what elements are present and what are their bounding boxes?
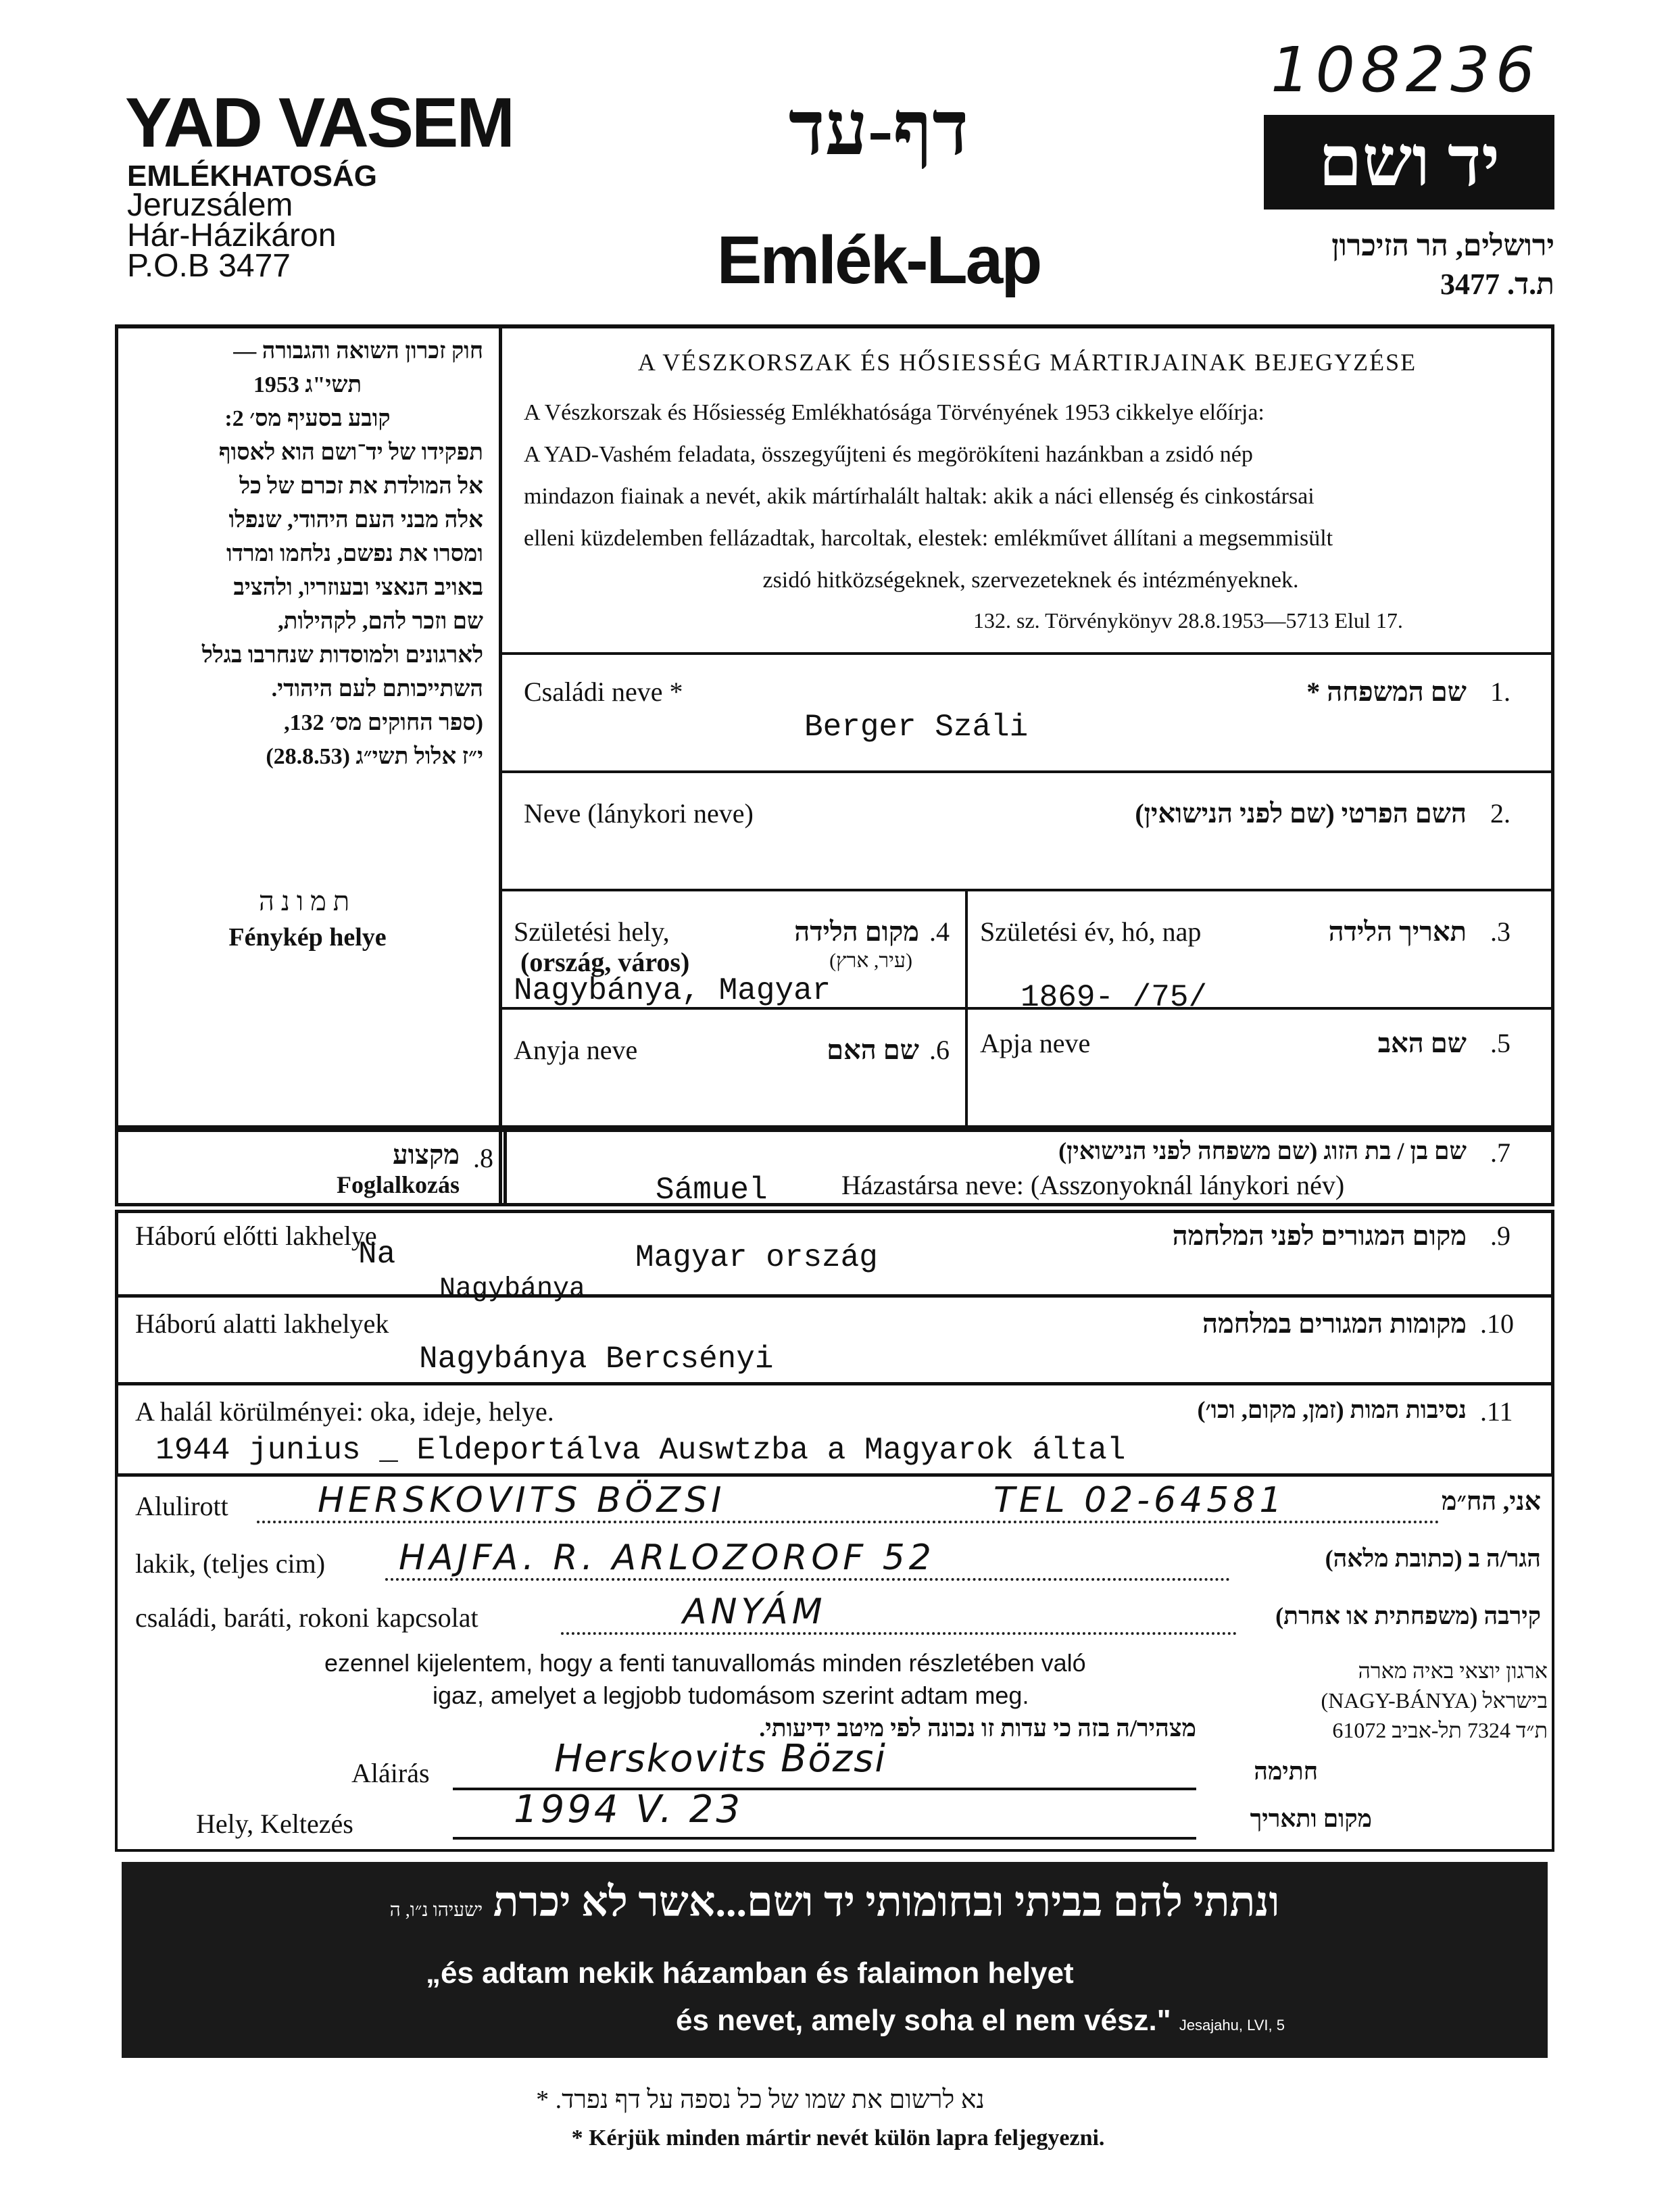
relation-label: családi, baráti, rokoni kapcsolat: [135, 1602, 478, 1633]
intro-line: mindazon fiainak a nevét, akik mártírhalált haltak: akik a náci ellenség és cinkostársai: [524, 484, 1315, 509]
prewar-residence-value-1[interactable]: Na: [358, 1237, 396, 1272]
declaration-line-2: igaz, amelyet a legjobb tudomásom szerint adtam meg.: [433, 1681, 1029, 1709]
birth-date-value[interactable]: 1869- /75/: [1021, 980, 1208, 1015]
spouse-value[interactable]: Sámuel: [656, 1173, 768, 1208]
banner-line-2: [676, 2004, 1285, 2038]
law-line: השתייכותם לעם היהודי.: [271, 677, 483, 702]
birthplace-label: Születési hely,: [514, 916, 670, 947]
birthplace-sublabel: (ország, város): [520, 947, 690, 977]
banner-hebrew-ref: ישעיהו נ״ו, ה: [389, 1900, 483, 1921]
field-number: 1.: [1490, 677, 1511, 707]
address-value[interactable]: HAJFA. R. ARLOZOROF 52: [399, 1538, 935, 1578]
hebrew-address-1: ירושלים, הר הזיכרון: [1331, 229, 1554, 262]
field-number: .6: [929, 1035, 950, 1065]
undersigned-label: Alulirott: [135, 1491, 228, 1521]
stamp-line: בישראל (NAGY-BÁNYA): [1321, 1688, 1548, 1713]
yad-vashem-logo: [1264, 115, 1554, 210]
prewar-residence-value-2[interactable]: Magyar ország: [635, 1240, 878, 1275]
birthplace-label-hebrew: מקום הלידה: [794, 916, 919, 947]
law-line: באויב הנאצי ובעוזריו, ולהציב: [233, 575, 483, 600]
occupation-label: Foglalkozás: [336, 1171, 460, 1198]
field-number: .11: [1480, 1396, 1513, 1427]
family-name-label-hebrew: שם המשפחה *: [1306, 677, 1467, 707]
footer-note: * Kérjük minden mártir nevét külön lapra feljegyezni.: [571, 2125, 1105, 2150]
law-line: לארגונים ולמוסדות שנחרבו בגלל: [201, 643, 483, 668]
org-subtitle: EMLÉKHATOSÁG: [127, 159, 377, 193]
law-line: שם וזכר להם, לקהילות,: [278, 609, 483, 634]
relation-value[interactable]: ANYÁM: [683, 1592, 827, 1632]
death-circumstances-label: A halál körülményei: oka, ideje, helye.: [135, 1396, 554, 1427]
hebrew-address-2: ת.ד. 3477: [1440, 268, 1554, 301]
form-title: Emlék-Lap: [716, 222, 1041, 298]
intro-title: A VÉSZKORSZAK ÉS HŐSIESSÉG MÁRTIRJAINAK BEJEGYZÉSE: [637, 349, 1417, 376]
field-number: .10: [1480, 1308, 1514, 1339]
signature[interactable]: Herskovits Bözsi: [554, 1737, 887, 1781]
prewar-residence-label-hebrew: מקום המגורים לפני המלחמה: [1172, 1221, 1467, 1251]
mother-name-label: Anyja neve: [514, 1035, 638, 1065]
prewar-residence-value-3[interactable]: Nagybánya: [439, 1274, 586, 1304]
first-name-label-hebrew: השם הפרטי (שם לפני הנישואין): [1135, 798, 1467, 829]
field-number: .9: [1490, 1221, 1511, 1251]
intro-line: zsidó hitközségeknek, szervezeteknek és intézményeknek.: [762, 568, 1299, 593]
field-number: .3: [1490, 916, 1511, 947]
org-name: YAD VASEM: [125, 84, 514, 162]
law-line: חוק זכרון השואה והגבורה —: [233, 339, 483, 364]
family-name-label: Családi neve *: [524, 677, 683, 707]
address-line-3: P.O.B 3477: [127, 248, 291, 284]
undersigned-label-hebrew: אני, הח״מ: [1441, 1488, 1541, 1516]
law-hebrew-text: [132, 335, 483, 774]
logo-text: יד ושם: [1318, 123, 1500, 201]
prewar-residence-label: Háború előtti lakhelye: [135, 1221, 377, 1251]
father-name-label: Apja neve: [980, 1028, 1091, 1058]
undersigned-name[interactable]: HERSKOVITS BÖZSI: [318, 1480, 726, 1521]
declaration-hebrew: מצהיר/ה בזה כי עדות זו נכונה לפי מיטב ידיעותי.: [759, 1715, 1196, 1742]
address-line-2: Hár-Házikáron: [127, 218, 337, 253]
date-value[interactable]: 1994 V. 23: [514, 1788, 743, 1832]
photo-label-hebrew: תמונה: [258, 886, 357, 916]
law-line: ומסרו את נפשם, נלחמו ומרדו: [226, 541, 483, 566]
handwritten-number: 108236: [1271, 34, 1541, 106]
field-number: 2.: [1490, 798, 1511, 829]
banner-line-2-text: és nevet, amely soha el nem vész.": [676, 2004, 1171, 2037]
banner-hebrew-text: ונתתי להם בביתי ובחומותי יד ושם...אשר לא יכרת: [493, 1879, 1280, 1925]
relation-label-hebrew: קירבה (משפחתית או אחרת): [1275, 1602, 1541, 1629]
spouse-label-hebrew: שם בן / בת הזוג (שם משפחה לפני הנישואין): [1058, 1137, 1467, 1164]
law-line: קובע בסעיף מס׳ 2:: [224, 406, 391, 431]
signature-label: Aláirás: [351, 1758, 430, 1788]
address-label-hebrew: הגר/ה ב (כתובת מלאה): [1325, 1545, 1541, 1572]
law-line: תפקידו של יד־ושם הוא לאסוף: [218, 440, 483, 465]
intro-line: A Vészkorszak és Hősiesség Emlékhatósága Törvényének 1953 cikkelye előírja:: [524, 400, 1264, 425]
field-number: .5: [1490, 1028, 1511, 1058]
spouse-label: Házastársa neve: (Asszonyoknál lánykori név): [841, 1170, 1345, 1200]
field-number: .7: [1490, 1137, 1511, 1168]
banner-hebrew: [142, 1879, 1527, 1927]
quote-banner: [122, 1862, 1548, 2058]
wartime-residence-value[interactable]: Nagybánya Bercsényi: [419, 1342, 774, 1377]
law-line: י״ז אלול תשי״ג (28.8.53): [266, 744, 483, 769]
intro-line: elleni küzdelemben fellázadtak, harcoltak, elestek: emlékművet állítani a megsemmisült: [524, 526, 1333, 551]
signature-label-hebrew: חתימה: [1254, 1758, 1318, 1785]
birth-date-label-hebrew: תאריך הלידה: [1328, 916, 1467, 947]
stamp-line: ארגון יוצאי באיה מארה: [1358, 1658, 1548, 1683]
date-place-label-hebrew: מקום ותאריך: [1250, 1805, 1372, 1832]
wartime-residence-label-hebrew: מקומות המגורים במלחמה: [1202, 1308, 1467, 1339]
law-line: אלה מבני העם היהודי, שנפלו: [228, 508, 483, 533]
address-label: lakik, (teljes cim): [135, 1548, 326, 1579]
photo-label: Fénykép helye: [228, 923, 387, 952]
telephone[interactable]: TEL 02-64581: [993, 1480, 1286, 1521]
address-line-1: Jeruzsálem: [127, 187, 293, 223]
intro-text: [524, 392, 1538, 601]
banner-line-1: „és adtam nekik házamban és falaimon helyet: [426, 1957, 1074, 1990]
birthplace-value[interactable]: Nagybánya, Magyar: [514, 973, 831, 1008]
field-number: .8: [473, 1143, 493, 1173]
intro-line: A YAD-Vashém feladata, összegyűjteni és megörökíteni hazánkban a zsidó nép: [524, 442, 1253, 467]
law-line: (ספר החוקים מס׳ 132,: [284, 710, 483, 735]
birthplace-sublabel-hebrew: (עיר, ארץ): [829, 950, 912, 972]
form-title-hebrew: דף-עד: [788, 87, 969, 171]
stamp-line: ת״ד 7324 תל-אביב 61072: [1332, 1718, 1548, 1742]
first-name-label: Neve (lánykori neve): [524, 798, 754, 829]
date-place-label: Hely, Keltezés: [196, 1809, 353, 1839]
death-circumstances-label-hebrew: נסיבות המות (זמן, מקום, וכו׳): [1197, 1396, 1467, 1423]
law-line: אל המולדת את זכרם של כל: [239, 474, 483, 499]
mother-name-label-hebrew: שם האם: [827, 1035, 919, 1065]
declaration-line-1: ezennel kijelentem, hogy a fenti tanuvallomás minden részletében való: [324, 1649, 1086, 1677]
death-circumstances-value[interactable]: 1944 junius _ Eldeportálva Auswtzba a Magyarok által: [155, 1433, 1126, 1468]
wartime-residence-label: Háború alatti lakhelyek: [135, 1308, 389, 1339]
law-line: תשי"ג 1953: [253, 372, 362, 397]
family-name-value[interactable]: Berger Száli: [804, 710, 1029, 745]
father-name-label-hebrew: שם האב: [1377, 1028, 1467, 1058]
birth-date-label: Születési év, hó, nap: [980, 916, 1202, 947]
organization-stamp: [1210, 1656, 1548, 1745]
footer-hebrew: נא לרשום את שמו של כל נספה על דף נפרד. *: [536, 2086, 985, 2114]
banner-ref: Jesajahu, LVI, 5: [1179, 2017, 1285, 2034]
intro-citation: 132. sz. Törvénykönyv 28.8.1953—5713 Elul 17.: [973, 608, 1403, 633]
field-number: .4: [929, 916, 950, 947]
occupation-label-hebrew: מקצוע: [393, 1139, 460, 1170]
